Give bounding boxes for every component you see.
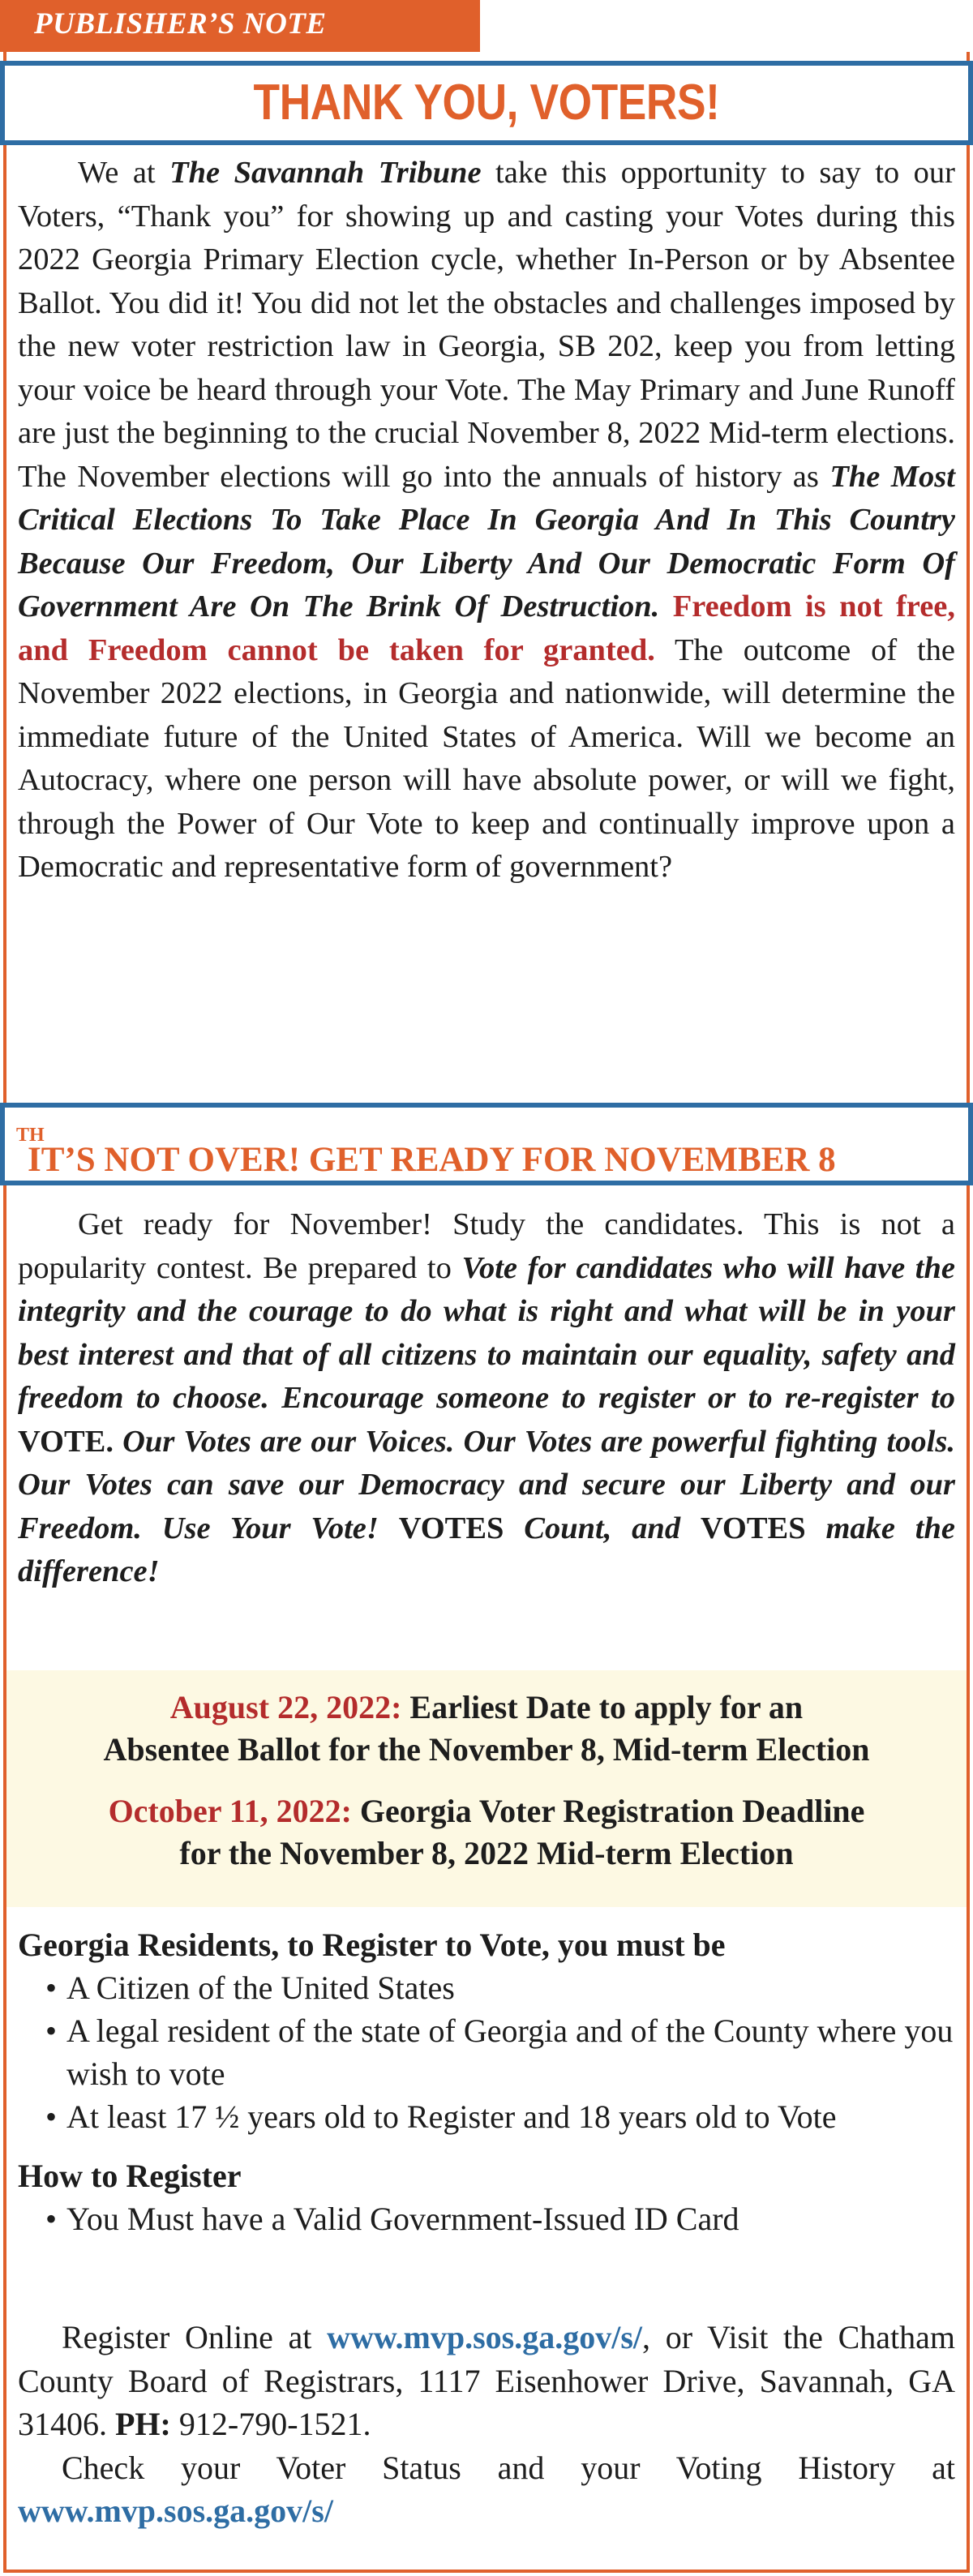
phone-number: 912-790-1521.	[170, 2406, 371, 2442]
publishers-note-tag	[0, 0, 480, 52]
intro-paragraph	[18, 152, 955, 889]
date-entry-line2: for the November 8, 2022 Mid-term Election	[179, 1835, 794, 1871]
title-banner	[0, 61, 973, 145]
critical-elections-emphasis: The Most Critical Elections To Take Place In Georgia And In This Country Because Our Freedom, Our Liberty And Our Democratic Form Of Government Are On The Brink Of Destruction.	[18, 459, 955, 624]
intro-text-start: We at	[78, 156, 170, 190]
subheading	[16, 1124, 836, 1179]
check-status-link[interactable]: www.mvp.sos.ga.gov/s/	[18, 2492, 333, 2529]
freedom-emphasis: Freedom is not free, and Freedom cannot be taken for granted.	[18, 589, 956, 667]
date-desc-line1: Earliest Date to apply for an	[401, 1689, 804, 1725]
list-item: • You Must have a Valid Government-Issued ID Card	[18, 2197, 955, 2240]
subheading-superscript: TH	[16, 1125, 45, 1146]
subheading-text: IT’S NOT OVER! GET READY FOR NOVEMBER 8	[28, 1141, 836, 1179]
how-to-register-list	[18, 2197, 955, 2240]
paper-name: The Savannah Tribune	[169, 156, 482, 190]
votes-word-2: VOTES	[700, 1511, 806, 1545]
tag-label: PUBLISHER’S NOTE	[34, 7, 327, 41]
votes-voices-emphasis: Our Votes are our Voices. Our Votes are powerful fighting tools. Our Votes can save our Democracy and secure our Liberty and our Freedom. Use Your Vote!	[18, 1424, 955, 1545]
get-ready-section	[18, 1203, 955, 1594]
requirements-list	[18, 1966, 955, 2138]
register-text: Register Online at	[62, 2319, 328, 2355]
register-link[interactable]: www.mvp.sos.ga.gov/s/	[327, 2319, 643, 2355]
page-title: THANK YOU, VOTERS!	[253, 75, 720, 131]
date-entry	[6, 1687, 967, 1729]
votes-word-1: VOTES	[398, 1511, 504, 1545]
register-online-paragraph	[18, 2316, 955, 2446]
list-item: • A legal resident of the state of Georgia and of the County where you wish to vote	[18, 2009, 955, 2095]
intro-text-mid: take this opportunity to say to our Voters, “Thank you” for showing up and casting your Votes during this 2022 Georgia Primary Election cycle, whether In-Person or by Absentee Ballot. You did it! You did not let the obstacles and challenges imposed by the new voter restriction law in Georgia, SB 202, keep you from letting your voice be heard through your Vote. The May Primary and June Runoff are just the beginning to the crucial November 8, 2022 Mid-term elections. The November elections will go into the annuals of history as	[18, 156, 955, 494]
intro-text-end: The outcome of the November 2022 elections, in Georgia and nationwide, will determine the immediate future of the United States of America. Will we become an Autocracy, where one person will have absolute power, or will we fight, through the Power of Our Vote to keep and continually improve upon a Democratic and representative form of government?	[18, 632, 955, 884]
intro-section	[18, 152, 955, 889]
check-status-text: Check your Voter Status and your Voting History at	[62, 2449, 955, 2486]
count-text: Count, and	[504, 1511, 701, 1545]
check-status-paragraph	[18, 2446, 955, 2533]
get-ready-text-start: Get ready for November! Study the candidates. This is not a popularity contest. Be prepared to	[18, 1207, 955, 1285]
list-item: • At least 17 ½ years old to Register and 18 years old to Vote	[18, 2095, 955, 2138]
date-label: August 22, 2022:	[169, 1689, 402, 1725]
registrar-address: , or Visit the Chatham County Board of Registrars, 1117 Eisenhower Drive, Savannah, GA 31406.	[18, 2319, 955, 2442]
registration-info	[18, 2316, 955, 2533]
date-desc-line1: Georgia Voter Registration Deadline	[351, 1793, 865, 1829]
subheading-banner	[0, 1103, 973, 1185]
how-to-register-heading: How to Register	[18, 2158, 242, 2194]
list-item: • A Citizen of the United States	[18, 1966, 955, 2009]
date-entry-line2: Absentee Ballot for the November 8, Mid-term Election	[103, 1731, 870, 1768]
get-ready-paragraph	[18, 1203, 955, 1594]
vote-word: VOTE.	[18, 1424, 114, 1459]
phone-label: PH:	[115, 2406, 171, 2442]
date-entry	[6, 1790, 967, 1832]
date-label: October 11, 2022:	[108, 1793, 352, 1829]
requirements-section	[18, 1923, 955, 2240]
requirements-heading: Georgia Residents, to Register to Vote, you must be	[18, 1927, 726, 1963]
vote-candidates-emphasis: Vote for candidates who will have the integrity and the courage to do what is right and what will be in your best interest and that of all citizens to maintain our equality, safety and freedom to choose. Encourage someone to register or to re-register to	[18, 1250, 956, 1415]
key-dates-box	[6, 1670, 967, 1907]
difference-text: make the difference!	[18, 1511, 956, 1588]
